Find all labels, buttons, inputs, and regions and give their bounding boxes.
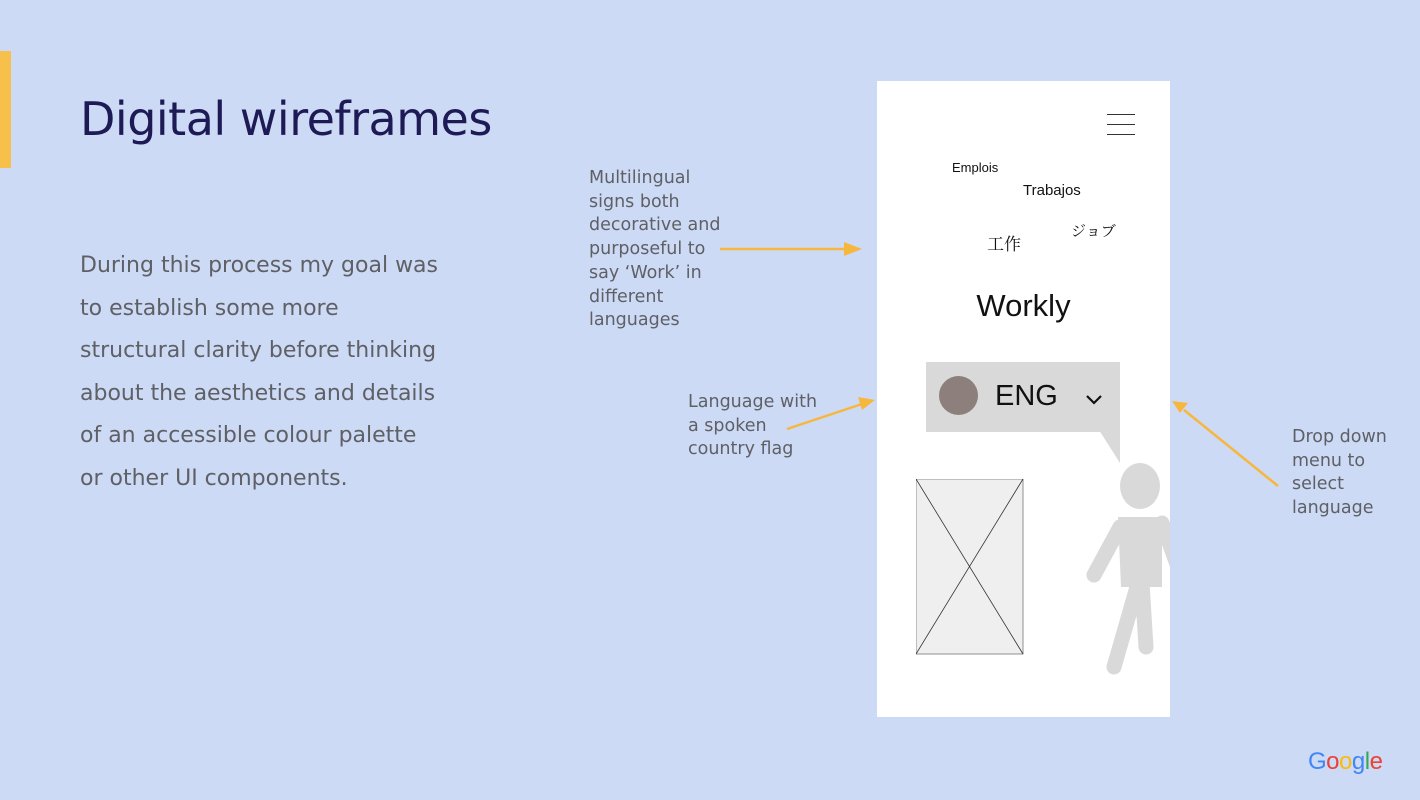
logo-letter: e: [1369, 748, 1383, 775]
logo-letter: l: [1364, 748, 1370, 775]
sign-gongzuo: 工作: [987, 235, 1021, 254]
image-placeholder-icon: [916, 479, 1024, 655]
annotation-line: Language with: [688, 392, 818, 412]
app-name: Workly: [976, 288, 1071, 323]
sign-jobu: ジョブ: [1071, 223, 1116, 240]
annotation-line: purposeful to: [589, 239, 706, 260]
language-selector[interactable]: [926, 362, 1120, 432]
body-line: of an accessible colour palette: [80, 423, 417, 449]
logo-letter: o: [1326, 748, 1340, 775]
logo-letter: G: [1308, 748, 1327, 775]
annotation-line: menu to: [1292, 450, 1366, 471]
chevron-down-icon[interactable]: [1084, 393, 1104, 407]
body-line: or other UI components.: [80, 465, 348, 491]
circle-flag-icon: [939, 376, 978, 415]
annotation-line: a spoken: [688, 415, 767, 436]
slide-title: Digital wireframes: [80, 92, 492, 146]
annotation-line: country flag: [688, 439, 794, 460]
logo-letter: o: [1339, 748, 1352, 775]
google-logo: [1308, 748, 1382, 776]
sign-trabajos: Trabajos: [1023, 182, 1081, 199]
annotation-line: decorative and: [589, 215, 721, 236]
mobile-wireframe: [877, 81, 1170, 717]
annotation-line: Drop down: [1292, 427, 1387, 447]
body-line: to establish some more: [80, 295, 339, 321]
annotation-line: languages: [589, 310, 680, 331]
annotation-line: say ‘Work’ in: [589, 262, 702, 283]
arrow-to-dropdown: [1184, 410, 1278, 486]
logo-letter: g: [1351, 748, 1365, 775]
arrow-head-icon: [858, 397, 875, 410]
annotation-line: select: [1292, 474, 1344, 495]
arrow-head-icon: [844, 242, 862, 256]
walking-person-figure: [1082, 459, 1170, 679]
annotation-line: language: [1292, 498, 1374, 519]
annotation-line: signs both: [589, 191, 680, 212]
body-line: structural clarity before thinking: [80, 338, 437, 364]
arrow-to-flag: [787, 404, 862, 429]
annotation-line: Multilingual: [589, 168, 691, 188]
body-line: about the aesthetics and details: [80, 380, 436, 406]
language-code: ENG: [995, 380, 1058, 412]
body-line: During this process my goal was: [80, 253, 439, 278]
annotation-line: different: [589, 286, 664, 307]
sign-emplois: Emplois: [952, 160, 999, 175]
